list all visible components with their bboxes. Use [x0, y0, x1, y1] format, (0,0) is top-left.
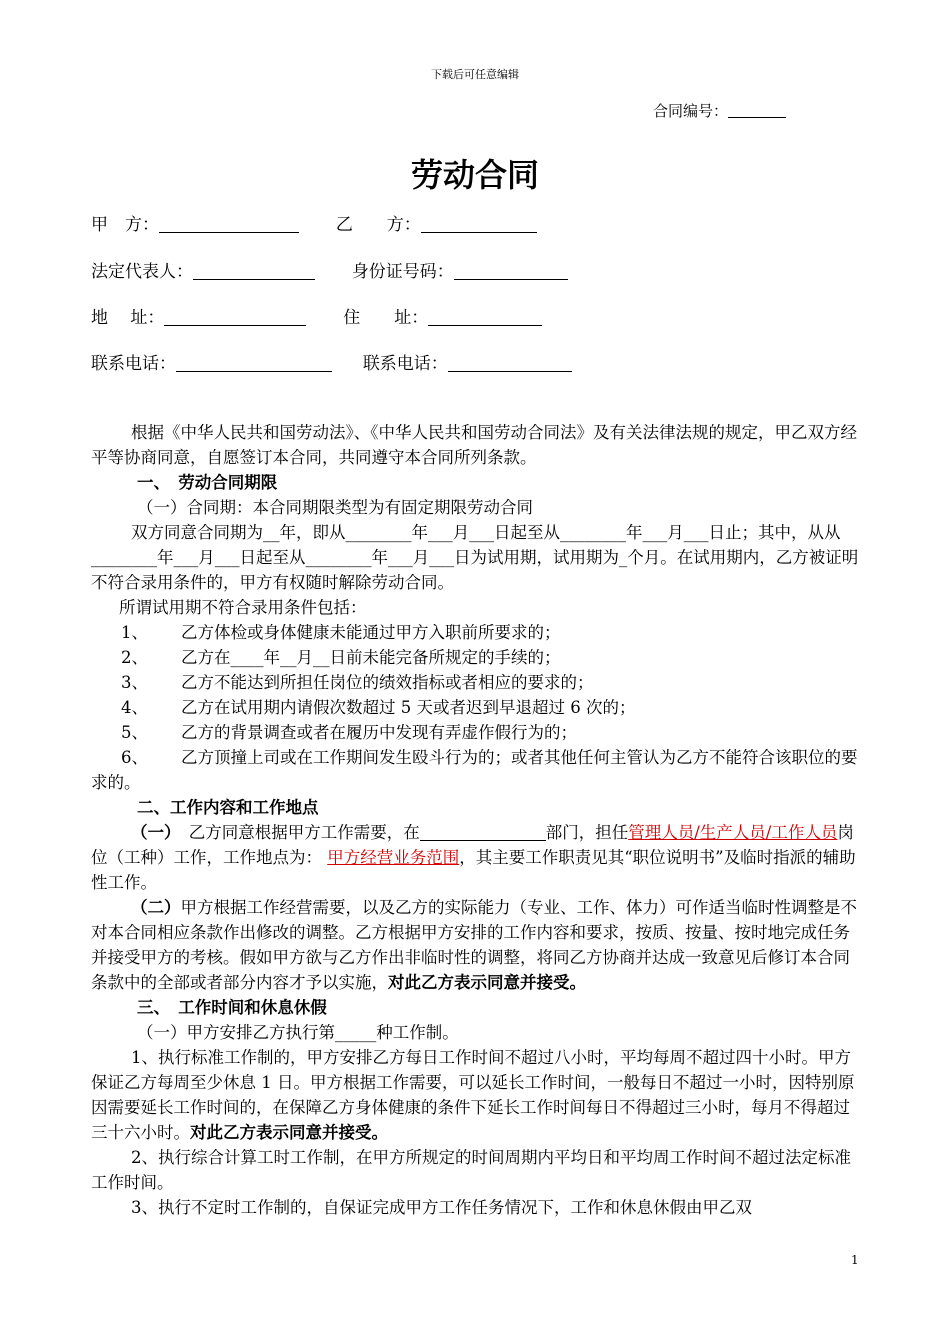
condition-item: 5、 乙方的背景调查或者在履历中发现有弄虚作假行为的； [121, 723, 577, 742]
section-2-paragraph-2: （二）甲方根据工作经营需要，以及乙方的实际能力（专业、工作、体力）可作适当临时性调整是不对本合同相应条款作出修改的调整。乙方根据甲方安排的工作内容和要求，按质、按量、按时地完成任务并接受甲方的考核。假如甲方欲与乙方作出非临时性的调整，将同乙方协商并达成一致意见后修订本合同条款中的全部或者部分内容才予以实施，对此乙方表示同意并接受。 [91, 898, 857, 992]
party-row-4 [91, 349, 572, 374]
address-blank [164, 309, 306, 326]
condition-item: 3、 乙方不能达到所担任岗位的绩效指标或者相应的要求的； [121, 673, 594, 692]
section-1-term: （一）合同期：本合同期限类型为有固定期限劳动合同 [137, 498, 533, 517]
id-number-blank [454, 263, 568, 280]
address-label: 地 址： [91, 308, 165, 328]
phone-b-blank [448, 355, 572, 372]
party-row-1 [91, 210, 537, 235]
section-3-paragraph-3: 2、执行综合计算工时工作制，在甲方所规定的时间周期内平均日和平均周工作时间不超过法定标准工作时间。 [91, 1148, 851, 1192]
party-b-blank [421, 216, 537, 233]
section-2-heading: 二、工作内容和工作地点 [137, 798, 319, 817]
party-b-label: 乙 方： [335, 215, 421, 235]
work-location: 甲方经营业务范围 [327, 848, 460, 867]
page-number: 1 [851, 1253, 859, 1267]
condition-item: 4、 乙方在试用期内请假次数超过 5 天或者迟到早退超过 6 次的； [121, 698, 636, 717]
position-options: 管理人员/生产人员/工作人员 [628, 823, 838, 842]
legal-rep-label: 法定代表人： [91, 262, 193, 282]
phone-b-label: 联系电话： [362, 354, 448, 374]
phone-a-label: 联系电话： [91, 354, 176, 374]
contract-body [91, 420, 861, 1220]
section-1-heading: 一、 劳动合同期限 [137, 473, 278, 492]
section-3-heading: 三、 工作时间和休息休假 [137, 998, 327, 1017]
condition-item: 6、 乙方顶撞上司或在工作期间发生殴斗行为的；或者其他任何主管认为乙方不能符合该职位的要求的。 [91, 748, 858, 792]
party-row-3 [91, 303, 542, 328]
party-a-label: 甲 方： [91, 215, 159, 235]
phone-a-blank [176, 355, 332, 372]
party-a-blank [159, 216, 299, 233]
residence-blank [428, 309, 542, 326]
condition-item: 2、 乙方在____年__月__日前未能完备所规定的手续的； [121, 648, 561, 667]
party-row-2 [91, 257, 568, 282]
section-1-conditions-intro: 所谓试用期不符合录用条件包括： [119, 598, 367, 617]
section-3-paragraph-2: 1、执行标准工作制的，甲方安排乙方每日工作时间不超过八小时，平均每周不超过四十小时。甲方保证乙方每周至少休息 1 日。甲方根据工作需要，可以延长工作时间，一般每日不超过一小时，因特别原因需要延长工作时间的，在保障乙方身体健康的条件下延长工作时间每日不得超过三小时，每月不得超过三十六小时。对此乙方表示同意并接受。 [91, 1048, 855, 1142]
section-3-paragraph-4: 3、执行不定时工作制的，自保证完成甲方工作任务情况下，工作和休息休假由甲乙双 [131, 1198, 752, 1217]
residence-label: 住 址： [343, 308, 429, 328]
section-1-period: 双方同意合同期为__年，即从________年___月___日起至从________年___月___日止；其中，从从________年___月___日起至从________年___月___日为试用期，试用期为_个月。在试用期内，乙方被证明不符合录用条件的，甲方有权随时解除劳动合同。 [91, 523, 859, 592]
department-blank [420, 825, 546, 841]
page-title: 劳动合同 [410, 156, 539, 194]
legal-rep-blank [193, 263, 315, 280]
id-number-label: 身份证号码： [351, 262, 454, 282]
intro-paragraph: 根据《中华人民共和国劳动法》、《中华人民共和国劳动合同法》及有关法律法规的规定，甲乙双方经平等协商同意，自愿签订本合同，共同遵守本合同所列条款。 [91, 423, 857, 467]
section-2-paragraph-1: （一） 乙方同意根据甲方工作需要，在 部门，担任管理人员/生产人员/工作人员岗位（工种）工作，工作地点为： 甲方经营业务范围，其主要工作职责见其“职位说明书”及临时指派的辅助性工作。 [91, 823, 856, 892]
contract-number-label: 合同编号： [653, 102, 729, 120]
section-3-paragraph-1: （一）甲方安排乙方执行第_____种工作制。 [137, 1023, 459, 1042]
contract-number [653, 100, 786, 121]
condition-item: 1、 乙方体检或身体健康未能通过甲方入职前所要求的； [121, 623, 561, 642]
header-note: 下载后可任意编辑 [431, 68, 519, 81]
contract-number-blank [728, 103, 786, 118]
